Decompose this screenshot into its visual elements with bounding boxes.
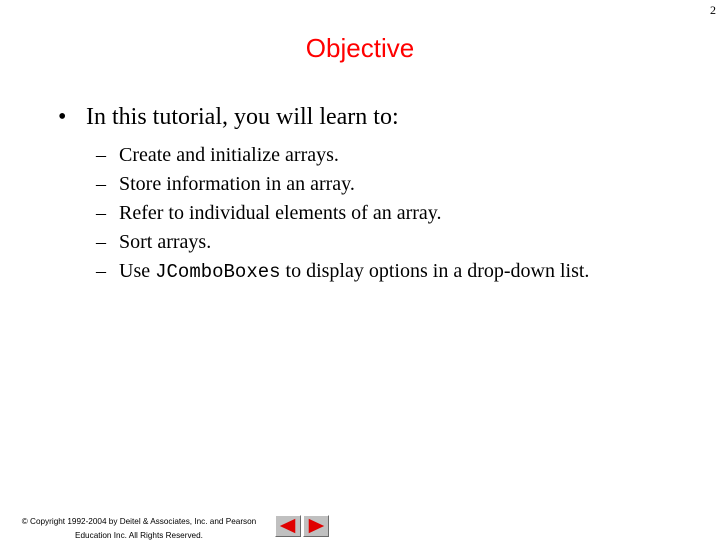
page-number: 2 [710,3,716,17]
list-item [96,170,589,199]
objective-list [96,141,589,286]
right-arrow-icon [304,516,328,536]
code-text: JComboBoxes [155,261,281,283]
list-item-suffix: to display options in a drop-down list. [280,260,590,282]
bullet-symbol: • [58,104,67,130]
list-item [96,199,589,228]
copyright-footer [3,515,275,543]
dash-symbol: – [96,231,106,253]
dash-symbol: – [96,144,106,166]
next-slide-button[interactable] [303,515,329,537]
dash-symbol: – [96,202,106,224]
slide-title: Objective [305,33,415,63]
left-arrow-icon [276,516,300,536]
previous-slide-button[interactable] [275,515,301,537]
intro-text: In this tutorial, you will learn to: [86,104,399,130]
dash-symbol: – [96,260,106,282]
list-item-text: Refer to individual elements of an array. [119,202,442,224]
list-item-text: Store information in an array. [119,173,355,195]
copyright-line-1: © Copyright 1992-2004 by Deitel & Associates, Inc. and Pearson [21,517,257,526]
list-item-prefix: Use [119,260,156,282]
list-item-text: Create and initialize arrays. [119,144,339,166]
list-item [96,141,589,170]
list-item-text: Sort arrays. [119,231,212,253]
intro-bullet [58,104,399,131]
copyright-line-2: Education Inc. All Rights Reserved. [75,531,203,540]
list-item [96,257,589,286]
dash-symbol: – [96,173,106,195]
list-item [96,228,589,257]
